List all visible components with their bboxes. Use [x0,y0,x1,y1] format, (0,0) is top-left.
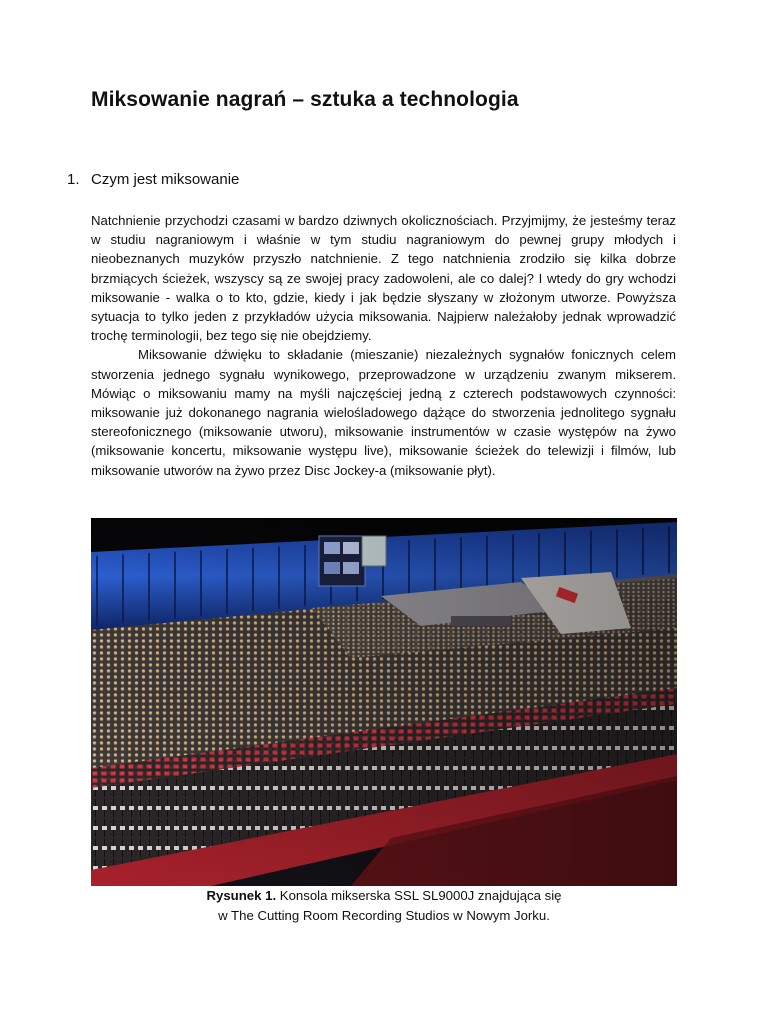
paragraph-1: Natchnienie przychodzi czasami w bardzo dziwnych okolicznościach. Przyjmijmy, że jesteśmy teraz w studiu nagraniowym i właśnie w tym studiu nagraniowym do pewnej grupy młodych i nieobeznanych muzyków przyszło natchnienie. Z tego natchnienia zrodziło się kilka dobrze brzmiących ścieżek, wszyscy są ze swojej pracy zadowoleni, ale co dalej? I wtedy do gry wchodzi miksowanie - walka o to kto, gdzie, kiedy i jak będzie słyszany w złożonym utworze. Powyższa sytuacja to tylko jeden z przykładów użycia miksowania. Najpierw należałoby jednak wprowadzić trochę terminologii, bez tego się nie obejdziemy. [91,213,676,344]
caption-line-2: w The Cutting Room Recording Studios w Nowym Jorku. [218,907,550,923]
section-number: 1. [67,171,80,188]
paragraph-2: Miksowanie dźwięku to składanie (mieszanie) niezależnych sygnałów fonicznych celem stworzenia jednego sygnału wynikowego, przeprowadzone w urządzeniu zwanym mikserem. Mówiąc o miksowaniu mamy na myśli najczęściej jedną z czterech podstawowych czynności: miksowanie już dokonanego nagrania wielośladowego dążące do stworzenia jednolitego sygnału stereofonicznego (miksowanie utworu), miksowanie instrumentów w czasie występów na żywo (miksowanie koncertu, miksowanie występu live), miksowanie ścieżek do telewizji i filmów, lub miksowanie utworów na żywo przez Disc Jockey-a (miksowanie płyt). [91,347,676,478]
section-heading-text: Czym jest miksowanie [91,171,240,188]
document-title: Miksowanie nagrań – sztuka a technologia [91,88,519,111]
section-heading [67,171,239,188]
figure-caption [91,886,677,925]
mixing-console-image [91,518,677,886]
body-text [91,211,676,480]
caption-label: Rysunek 1. [206,888,277,903]
caption-text-1: Konsola mikserska SSL SL9000J znajdująca się [276,888,562,903]
figure-mixing-console-photo [91,518,677,886]
caption-line-1 [91,886,677,906]
vignette [91,518,677,886]
